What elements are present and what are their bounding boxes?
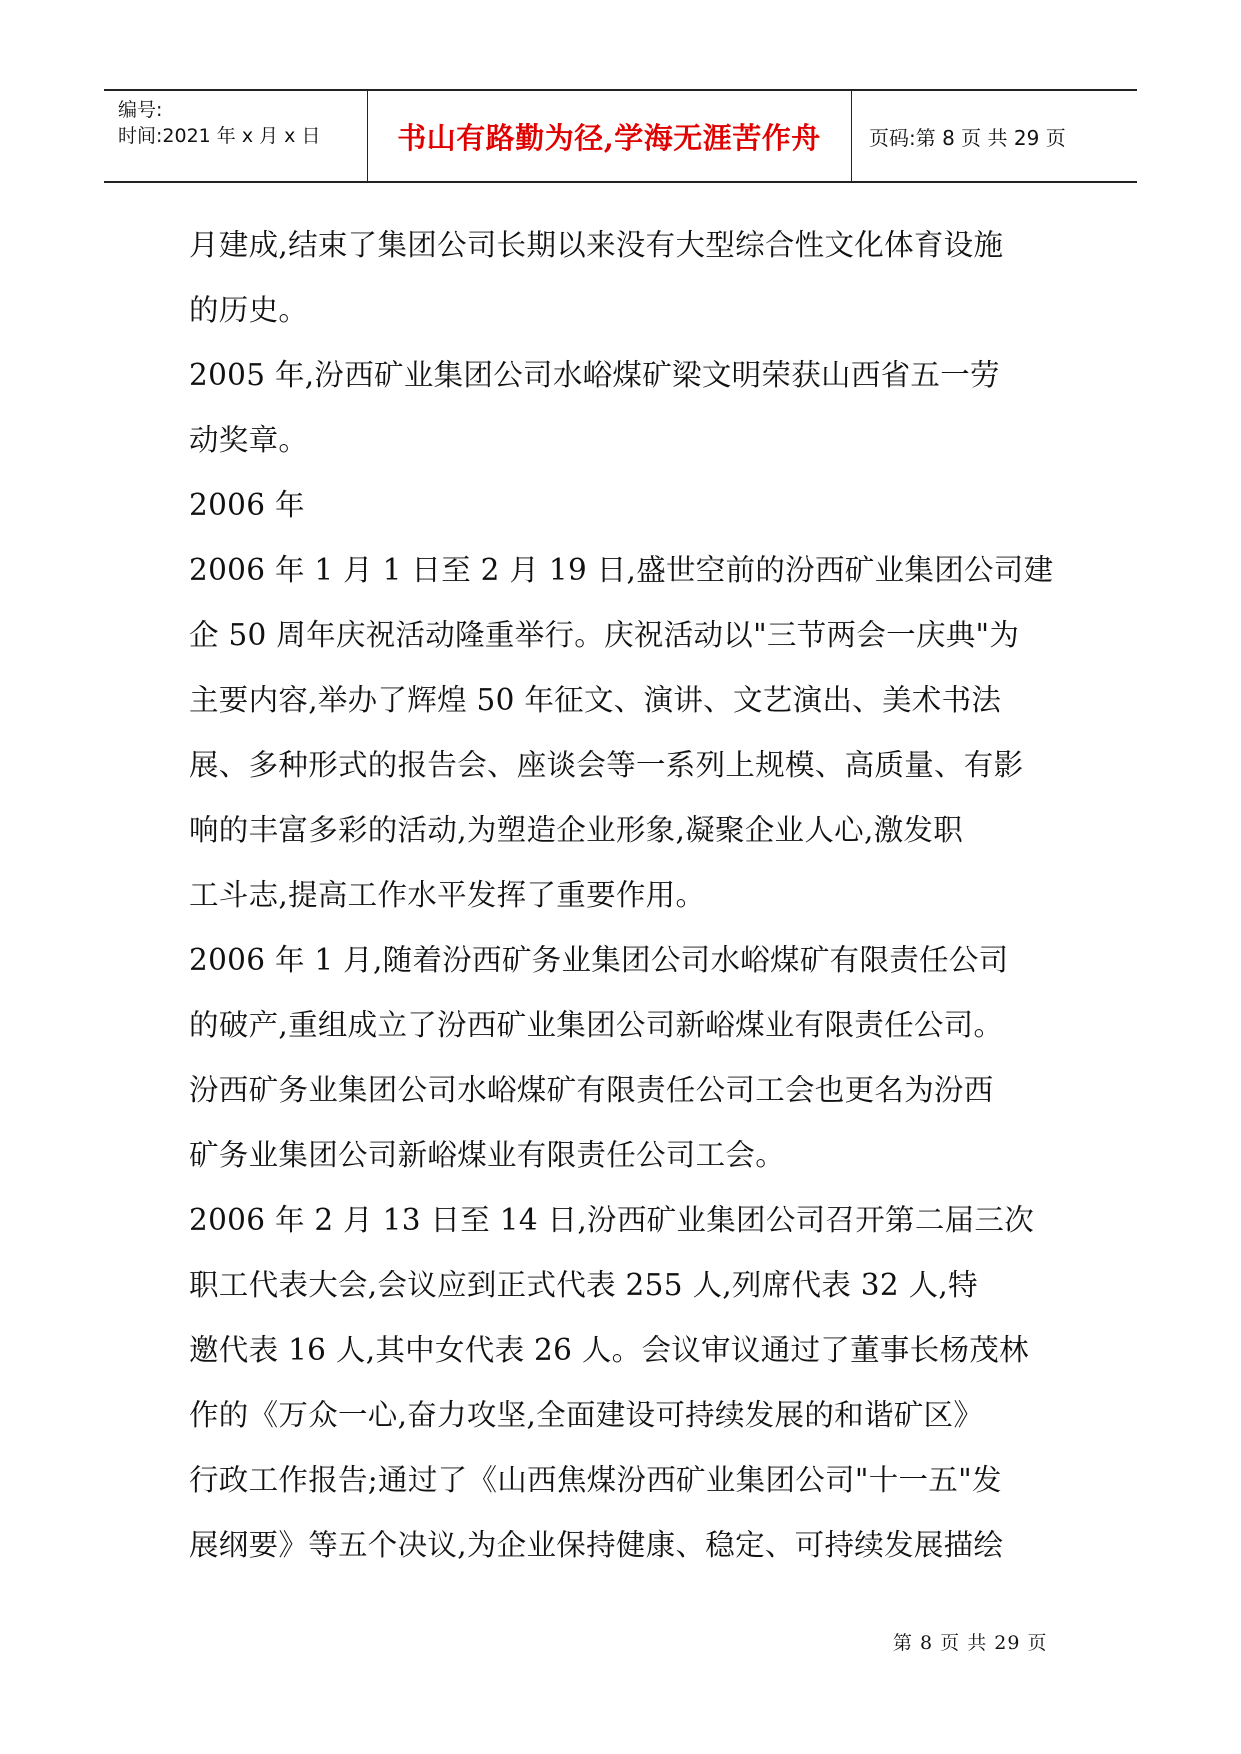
text-line: 的历史。	[189, 293, 309, 327]
text-line: 展纲要》等五个决议,为企业保持健康、稳定、可持续发展描绘	[189, 1528, 1004, 1562]
time-label: 时间:2021 年 x 月 x 日	[118, 125, 321, 147]
text-line: 2006 年 1 月,随着汾西矿务业集团公司水峪煤矿有限责任公司	[189, 943, 1009, 977]
header-meta	[104, 91, 368, 181]
motto: 书山有路勤为径,学海无涯苦作舟	[397, 120, 821, 155]
text-line: 邀代表 16 人,其中女代表 26 人。会议审议通过了董事长杨茂林	[189, 1333, 1029, 1367]
text-line: 职工代表大会,会议应到正式代表 255 人,列席代表 32 人,特	[189, 1268, 978, 1302]
text-line: 动奖章。	[189, 423, 309, 457]
text-line: 矿务业集团公司新峪煤业有限责任公司工会。	[189, 1138, 786, 1172]
page-header	[104, 89, 1137, 183]
header-motto-cell	[367, 91, 852, 181]
text-line: 2005 年,汾西矿业集团公司水峪煤矿梁文明荣获山西省五一劳	[189, 358, 1000, 392]
serial-label: 编号:	[118, 99, 163, 121]
text-line: 行政工作报告;通过了《山西焦煤汾西矿业集团公司"十一五"发	[189, 1463, 1002, 1497]
text-line: 展、多种形式的报告会、座谈会等一系列上规模、高质量、有影	[189, 748, 1024, 782]
text-line: 工斗志,提高工作水平发挥了重要作用。	[189, 878, 706, 912]
body-text	[189, 213, 1069, 1578]
page-label: 页码:第 8 页 共 29 页	[869, 125, 1066, 150]
text-line: 汾西矿务业集团公司水峪煤矿有限责任公司工会也更名为汾西	[189, 1073, 994, 1107]
text-line: 主要内容,举办了辉煌 50 年征文、演讲、文艺演出、美术书法	[189, 683, 1002, 717]
page-footer: 第 8 页 共 29 页	[893, 1632, 1048, 1654]
text-line: 2006 年	[189, 488, 305, 522]
text-line: 2006 年 2 月 13 日至 14 日,汾西矿业集团公司召开第二届三次	[189, 1203, 1035, 1237]
text-line: 2006 年 1 月 1 日至 2 月 19 日,盛世空前的汾西矿业集团公司建	[189, 553, 1054, 587]
header-page-cell	[851, 91, 1137, 181]
text-line: 的破产,重组成立了汾西矿业集团公司新峪煤业有限责任公司。	[189, 1008, 1004, 1042]
text-line: 企 50 周年庆祝活动隆重举行。庆祝活动以"三节两会一庆典"为	[189, 618, 1020, 652]
text-line: 响的丰富多彩的活动,为塑造企业形象,凝聚企业人心,激发职	[189, 813, 964, 847]
text-line: 月建成,结束了集团公司长期以来没有大型综合性文化体育设施	[189, 228, 1004, 262]
text-line: 作的《万众一心,奋力攻坚,全面建设可持续发展的和谐矿区》	[189, 1398, 984, 1432]
